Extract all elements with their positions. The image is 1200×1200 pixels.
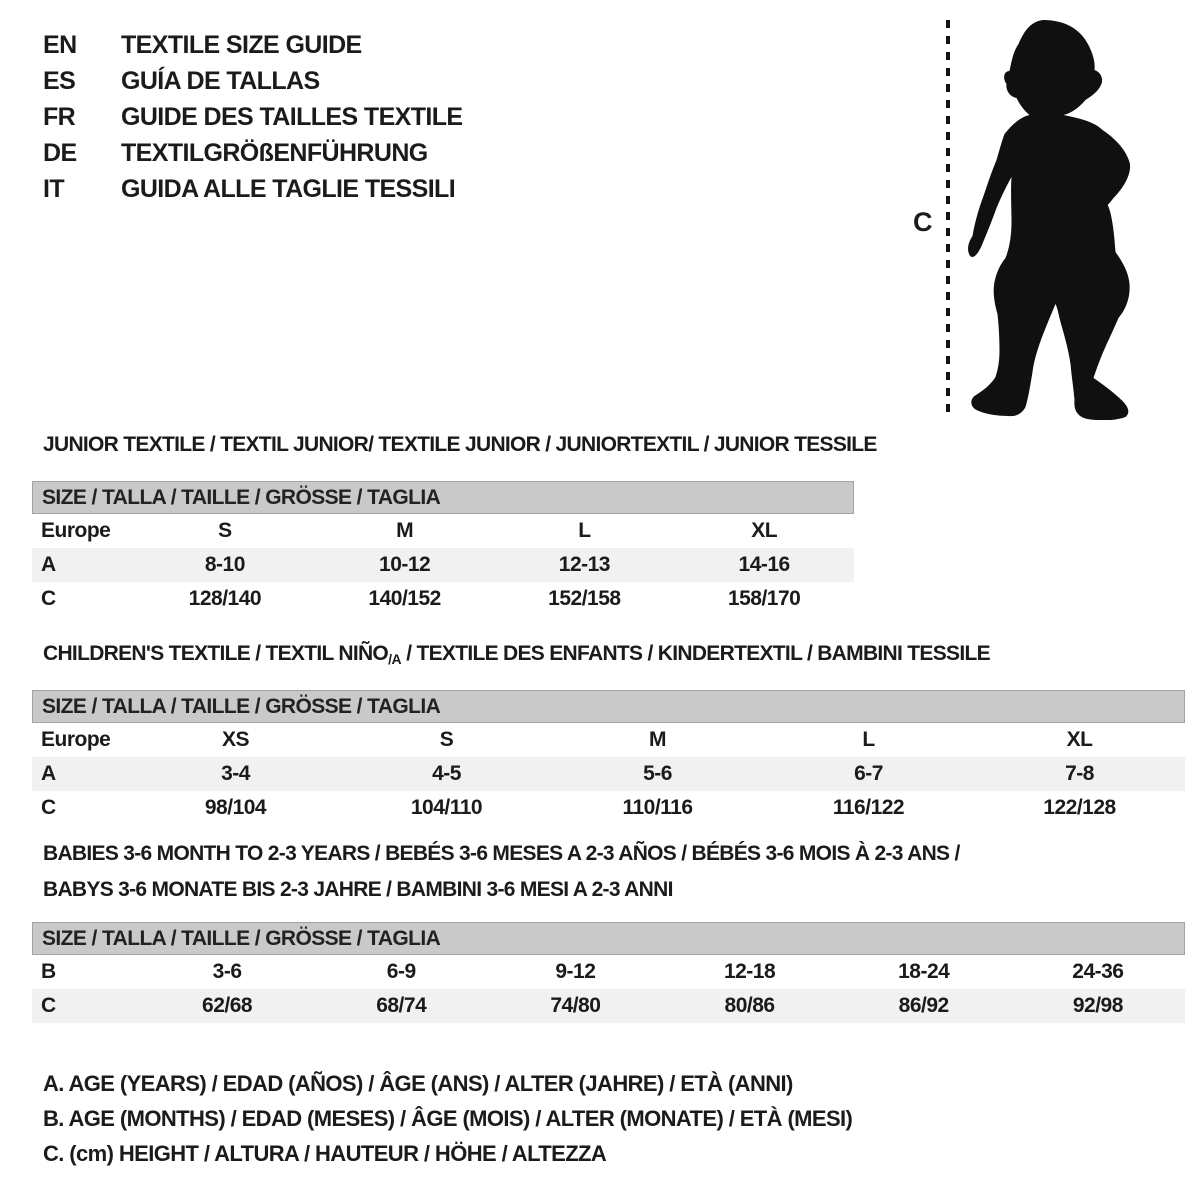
junior-size-bar: SIZE / TALLA / TAILLE / GRÖSSE / TAGLIA [32,481,854,514]
children-size-table-block [32,690,1185,825]
size-cell: S [439,728,454,751]
children-section-heading [43,642,990,667]
size-cell: 18-24 [898,960,950,983]
guide-title: GUÍA DE TALLAS [121,66,320,95]
children-size-bar: SIZE / TALLA / TAILLE / GRÖSSE / TAGLIA [32,690,1185,723]
size-cell: 6-9 [386,960,416,983]
language-code: ES [43,66,76,95]
guide-title: TEXTILGRÖßENFÜHRUNG [121,138,428,167]
guide-title: TEXTILE SIZE GUIDE [121,30,362,59]
size-cell: 12-13 [558,553,610,576]
size-cell: 74/80 [550,994,601,1017]
guide-title: GUIDA ALLE TAGLIE TESSILI [121,174,456,203]
language-code: IT [43,174,65,203]
babies-section-heading [43,836,960,908]
children-heading-text: / TEXTILE DES ENFANTS / KINDERTEXTIL / BAMBINI TESSILE [401,642,990,665]
size-cell: 68/74 [376,994,427,1017]
size-cell: XS [221,728,249,751]
junior-size-table [32,514,854,616]
row-label: Europe [41,519,111,542]
size-cell: 3-6 [212,960,242,983]
guide-title: GUIDE DES TAILLES TEXTILE [121,102,463,131]
size-cell: 8-10 [204,553,245,576]
language-code: FR [43,102,76,131]
size-cell: 14-16 [738,553,790,576]
footnotes [43,1066,852,1171]
size-cell: M [649,728,666,751]
row-label: B [41,960,56,983]
language-row-en [43,27,463,63]
size-cell: 116/122 [832,796,905,819]
size-cell: 9-12 [555,960,596,983]
size-cell: 10-12 [379,553,431,576]
babies-size-table-block [32,922,1185,1023]
table-row [32,989,1185,1023]
row-label: Europe [41,728,111,751]
footnote-a: A. AGE (YEARS) / EDAD (AÑOS) / ÂGE (ANS) / ALTER (JAHRE) / ETÀ (ANNI) [43,1071,793,1096]
table-row [32,723,1185,757]
size-cell: 128/140 [188,587,262,610]
size-cell: 104/110 [410,796,483,819]
size-cell: 122/128 [1043,796,1116,819]
size-cell: 7-8 [1065,762,1094,785]
table-row [32,757,1185,791]
children-heading-subscript: /A [388,651,402,667]
size-cell: 92/98 [1072,994,1123,1017]
size-cell: 98/104 [204,796,267,819]
height-measure-label: C [913,207,933,237]
children-size-table [32,723,1185,825]
table-row [32,955,1185,989]
size-cell: 3-4 [221,762,250,785]
babies-heading-line1: BABIES 3-6 MONTH TO 2-3 YEARS / BEBÉS 3-6 MESES A 2-3 AÑOS / BÉBÉS 3-6 MOIS À 2-3 ANS / [43,842,960,865]
size-cell: 12-18 [723,960,776,983]
size-cell: 152/158 [548,587,621,610]
size-cell: S [218,519,232,542]
table-row [32,548,854,582]
size-cell: 158/170 [727,587,801,610]
language-row-de [43,135,463,171]
size-cell: 86/92 [898,994,949,1017]
junior-size-table-block [32,481,854,616]
footnote-c: C. (cm) HEIGHT / ALTURA / HAUTEUR / HÖHE / ALTEZZA [43,1141,607,1166]
size-cell: L [578,519,591,542]
height-measure-dashed-line [946,20,950,418]
table-row [32,514,854,548]
babies-size-table [32,955,1185,1023]
size-cell: M [396,519,414,542]
row-label: A [41,553,56,576]
children-heading-text: CHILDREN'S TEXTILE / TEXTIL NIÑO [43,642,389,665]
size-cell: 6-7 [854,762,883,785]
size-cell: 140/152 [368,587,441,610]
babies-heading-line2: BABYS 3-6 MONATE BIS 2-3 JAHRE / BAMBINI 3-6 MESI A 2-3 ANNI [43,878,673,901]
language-row-it [43,171,463,207]
size-cell: 4-5 [432,762,461,785]
size-cell: L [862,728,875,751]
row-label: C [41,796,56,819]
junior-section-heading: JUNIOR TEXTILE / TEXTIL JUNIOR/ TEXTILE JUNIOR / JUNIORTEXTIL / JUNIOR TESSILE [43,433,877,456]
footnote-b: B. AGE (MONTHS) / EDAD (MESES) / ÂGE (MOIS) / ALTER (MONATE) / ETÀ (MESI) [43,1106,853,1131]
language-code: DE [43,138,77,167]
row-label: A [41,762,56,785]
size-cell: 62/68 [202,994,253,1017]
row-label: C [41,587,56,610]
language-row-fr [43,99,463,135]
language-header [43,27,463,207]
size-cell: 24-36 [1072,960,1124,983]
table-row [32,582,854,616]
size-cell: 80/86 [724,994,775,1017]
size-cell: 5-6 [643,762,672,785]
size-cell: XL [751,519,778,542]
babies-size-bar: SIZE / TALLA / TAILLE / GRÖSSE / TAGLIA [32,922,1185,955]
size-cell: 110/116 [622,796,693,819]
row-label: C [41,994,56,1017]
toddler-silhouette-image [962,20,1140,420]
table-row [32,791,1185,825]
size-cell: XL [1066,728,1093,751]
language-row-es [43,63,463,99]
language-code: EN [43,30,77,59]
